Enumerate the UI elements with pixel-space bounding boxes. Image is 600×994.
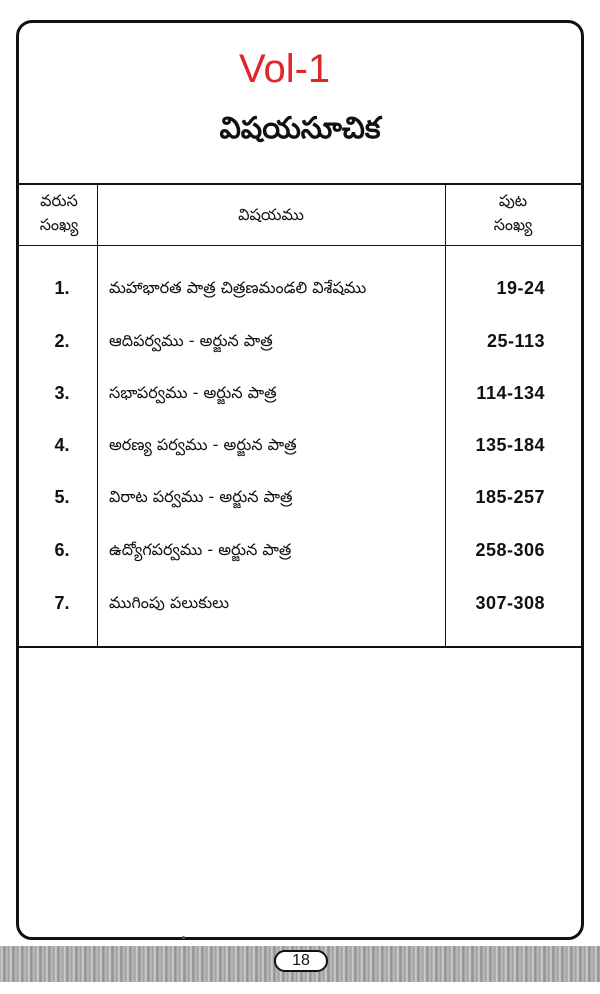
row-subject: అరణ్య పర్వము - అర్జున పాత్ర — [109, 435, 297, 454]
row-pages: 19-24 — [496, 278, 545, 298]
header-page — [447, 189, 579, 237]
row-number: 5. — [54, 487, 70, 507]
page-frame — [16, 20, 584, 940]
row-pages: 258-306 — [475, 540, 545, 560]
page-number-badge: 18 — [274, 950, 328, 972]
row-subject: మహాభారత పాత్ర చిత్రణమండలి విశేషము — [109, 278, 367, 297]
toc-title: విషయసూచిక — [219, 111, 381, 146]
table-row — [19, 326, 581, 356]
header-page-line1: పుట — [498, 191, 528, 210]
column-divider-page — [445, 185, 446, 646]
table-row — [19, 535, 581, 565]
row-subject: సభాపర్వము - అర్జున పాత్ర — [109, 383, 277, 402]
header-page-line2: సంఖ్య — [493, 215, 533, 234]
row-number: 2. — [54, 331, 70, 351]
row-pages: 135-184 — [475, 435, 545, 455]
header-divider — [19, 245, 581, 246]
table-row — [19, 588, 581, 618]
row-number: 6. — [54, 540, 70, 560]
row-subject: విరాట పర్వము - అర్జున పాత్ర — [109, 487, 293, 506]
row-number: 4. — [54, 435, 70, 455]
volume-label: Vol-1 — [239, 47, 331, 91]
header-subject-label: విషయము — [238, 205, 304, 224]
table-row — [19, 273, 581, 303]
table-row — [19, 378, 581, 408]
row-pages: 185-257 — [475, 487, 545, 507]
row-subject: ఉద్యోగపర్వము - అర్జున పాత్ర — [109, 540, 292, 559]
header-serial-line2: సంఖ్య — [39, 215, 79, 234]
row-number: 7. — [54, 593, 70, 613]
row-subject: ఆదిపర్వము - అర్జున పాత్ర — [109, 331, 273, 350]
header-serial — [23, 189, 95, 237]
row-pages: 307-308 — [475, 593, 545, 613]
table-row — [19, 482, 581, 512]
speck-mark — [182, 936, 185, 939]
row-pages: 25-113 — [486, 331, 545, 351]
header-subject — [97, 203, 445, 227]
contents-table — [19, 183, 581, 648]
table-row — [19, 430, 581, 460]
column-divider-serial — [97, 185, 98, 646]
header-serial-line1: వరుస — [40, 191, 78, 210]
row-subject: ముగింపు పలుకులు — [109, 593, 229, 612]
row-pages: 114-134 — [476, 383, 545, 403]
row-number: 1. — [54, 278, 70, 298]
row-number: 3. — [54, 383, 70, 403]
